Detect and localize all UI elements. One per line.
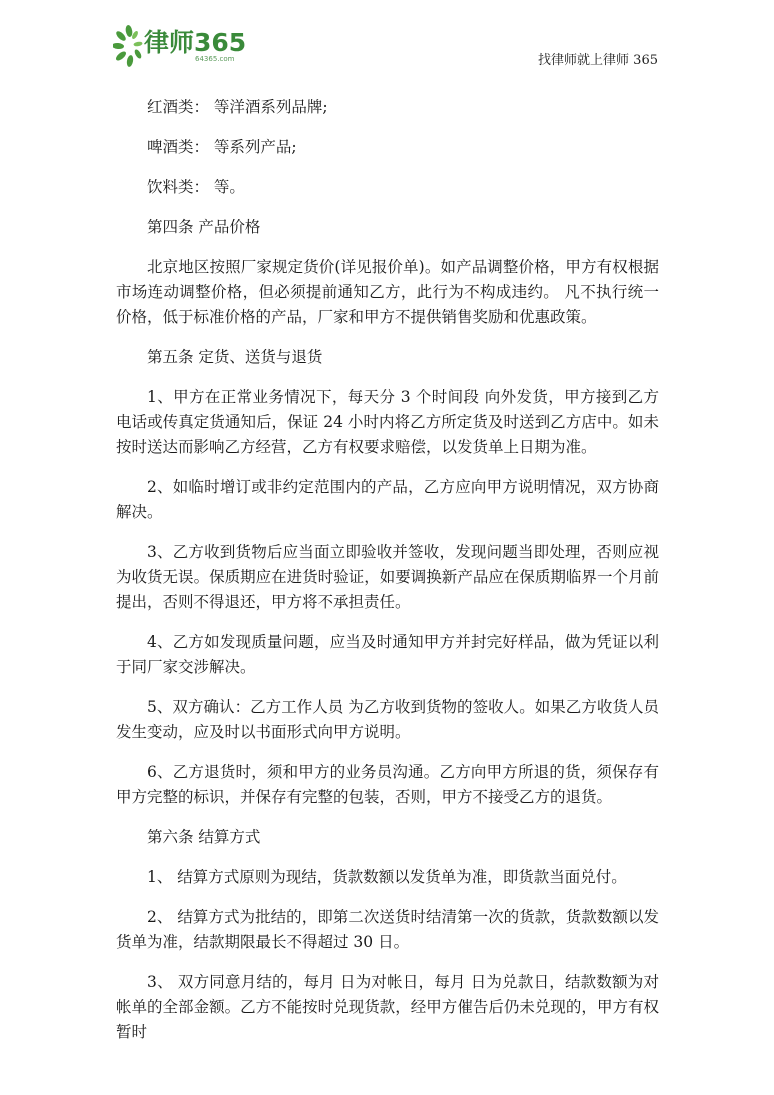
paragraph-beer: 啤酒类： 等系列产品;	[147, 138, 297, 156]
paragraph-beverage: 饮料类： 等。	[147, 178, 245, 196]
paragraph-settlement-3: 3、 双方同意月结的，每月 日为对帐日，每月 日为兑款日，结款数额为对帐单的全部金额。乙方不能按时兑现货款，经甲方催告后仍未兑现的，甲方有权暂时	[116, 973, 659, 1041]
leaf-logo-icon	[113, 24, 147, 68]
paragraph-red-wine: 红酒类： 等洋酒系列品牌;	[147, 98, 328, 116]
paragraph-delivery-4: 4、乙方如发现质量问题，应当及时通知甲方并封完好样品，做为凭证以利于同厂家交涉解决。	[116, 633, 659, 676]
paragraph-delivery-6: 6、乙方退货时，须和甲方的业务员沟通。乙方向甲方所退的货，须保存有甲方完整的标识，并保存有完整的包装，否则，甲方不接受乙方的退货。	[116, 763, 659, 806]
lawyer365-logo	[113, 24, 248, 68]
logo-text: 律师365	[144, 28, 247, 57]
paragraph-delivery-2: 2、如临时增订或非约定范围内的产品，乙方应向甲方说明情况，双方协商解决。	[116, 478, 659, 521]
paragraph-delivery-5: 5、双方确认：乙方工作人员 为乙方收到货物的签收人。如果乙方收货人员发生变动，应及时以书面形式向甲方说明。	[116, 698, 659, 741]
paragraph-settlement-2: 2、 结算方式为批结的，即第二次送货时结清第一次的货款，货款数额以发货单为准，结款期限最长不得超过 30 日。	[116, 908, 659, 951]
header-tagline: 找律师就上律师 365	[538, 53, 658, 68]
paragraph-settlement-1: 1、 结算方式原则为现结，货款数额以发货单为准，即货款当面兑付。	[147, 868, 627, 886]
section-heading-article-5: 第五条 定货、送货与退货	[147, 348, 323, 366]
paragraph-delivery-3: 3、乙方收到货物后应当面立即验收并签收，发现问题当即处理，否则应视为收货无误。保质期应在进货时验证，如要调换新产品应在保质期临界一个月前提出，否则不得退还，甲方将不承担责任。	[116, 543, 659, 611]
logo-subtext: 64365.com	[195, 55, 235, 63]
paragraph-product-price: 北京地区按照厂家规定货价(详见报价单)。如产品调整价格，甲方有权根据市场连动调整价格，但必须提前通知乙方，此行为不构成违约。 凡不执行统一价格，低于标准价格的产品，厂家和甲方不提供销售奖励和优惠政策。	[116, 258, 659, 326]
section-heading-article-6: 第六条 结算方式	[147, 828, 261, 846]
section-heading-article-4: 第四条 产品价格	[147, 218, 261, 236]
paragraph-delivery-1: 1、甲方在正常业务情况下，每天分 3 个时间段 向外发货，甲方接到乙方电话或传真定货通知后，保证 24 小时内将乙方所定货及时送到乙方店中。如未按时送达而影响乙方经营，乙方有权要求赔偿，以发货单上日期为准。	[116, 388, 659, 456]
document-body	[116, 95, 659, 1045]
page-header	[0, 0, 774, 80]
